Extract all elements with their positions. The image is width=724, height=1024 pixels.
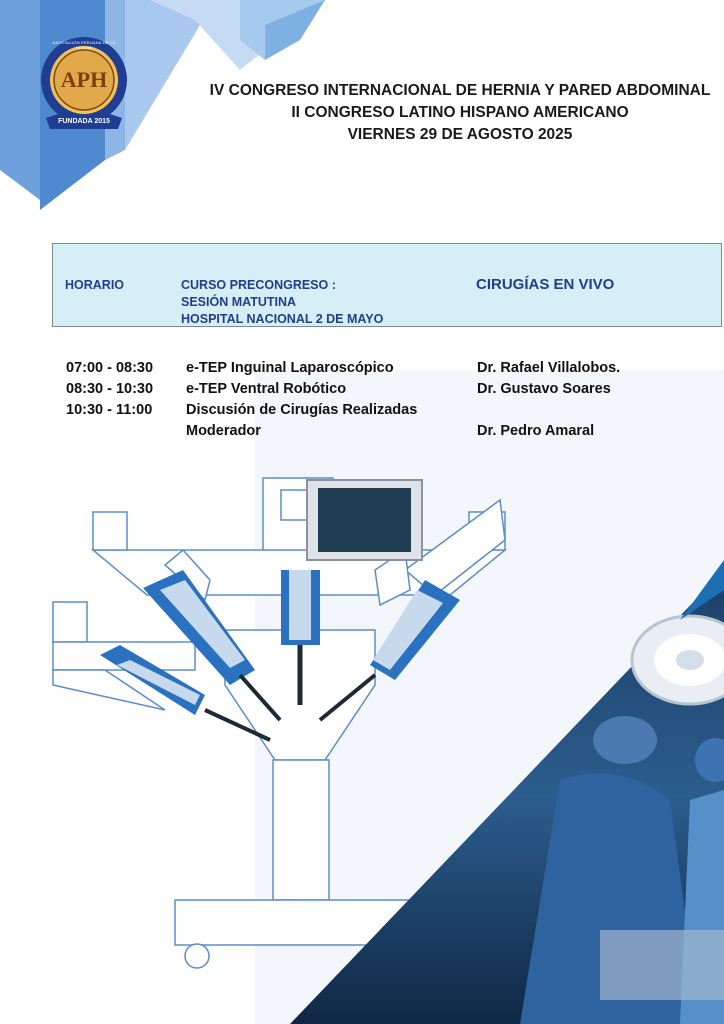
schedule-doctor: Dr. Pedro Amaral	[477, 423, 595, 439]
cirugias-en-vivo-label: CIRUGÍAS EN VIVO	[476, 276, 615, 293]
schedule-time: 08:30 - 10:30	[66, 381, 154, 397]
horario-label: HORARIO	[65, 278, 125, 292]
title-line-3: VIERNES 29 DE AGOSTO 2025	[347, 126, 573, 143]
schedule-row	[66, 360, 706, 381]
schedule-time: 10:30 - 11:00	[66, 402, 153, 418]
schedule-row	[66, 423, 706, 444]
schedule-doctor: Dr. Gustavo Soares	[477, 381, 611, 397]
title-line-2: II CONGRESO LATINO HISPANO AMERICANO	[291, 104, 629, 121]
schedule-time: 07:00 - 08:30	[66, 360, 154, 376]
logo-ring-text: ASOCIACIÓN PERUANA DE LA HERNIA	[52, 40, 116, 50]
schedule-row	[66, 402, 706, 423]
schedule-list	[66, 360, 706, 444]
schedule-title: Discusión de Cirugías Realizadas	[186, 402, 418, 418]
schedule-doctor: Dr. Rafael Villalobos.	[477, 360, 621, 376]
schedule-row	[66, 381, 706, 402]
schedule-title: Moderador	[186, 423, 261, 439]
logo-ribbon-text: FUNDADA 2015	[58, 118, 110, 125]
schedule-title: e-TEP Inguinal Laparoscópico	[186, 360, 394, 376]
curso-line-1: CURSO PRECONGRESO :	[181, 278, 336, 292]
curso-line-2: SESIÓN MATUTINA	[181, 295, 297, 309]
schedule-title: e-TEP Ventral Robótico	[186, 381, 347, 397]
title-line-1: IV CONGRESO INTERNACIONAL DE HERNIA Y PARED ABDOMINAL	[209, 82, 711, 99]
curso-line-3: HOSPITAL NACIONAL 2 DE MAYO	[181, 312, 384, 326]
logo-initials: APH	[60, 67, 108, 92]
